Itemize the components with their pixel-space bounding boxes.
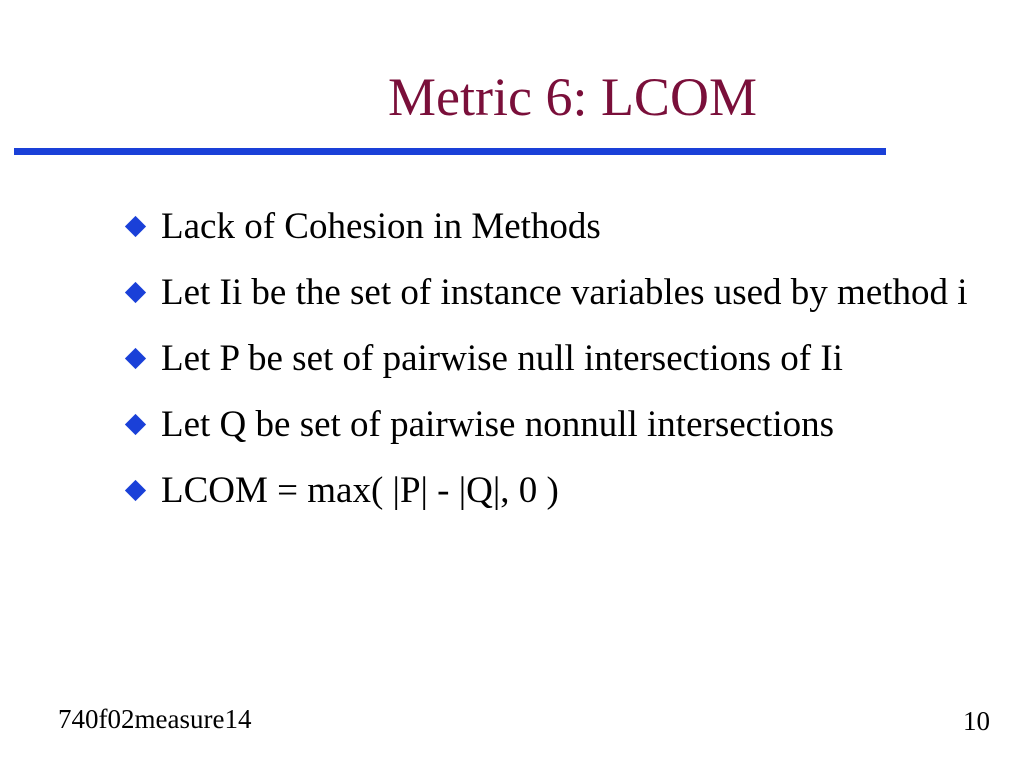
bullet-text: Let Q be set of pairwise nonnull intersections	[161, 404, 835, 445]
page-number: 10	[963, 706, 990, 736]
bullet-text: Let P be set of pairwise null intersections of Ii	[161, 338, 843, 379]
slide-title: Metric 6: LCOM	[388, 67, 757, 127]
bullet-item	[121, 464, 981, 518]
bullet-item	[121, 266, 981, 320]
bullet-text: Let Ii be the set of instance variables used by method i	[161, 272, 968, 313]
bullet-item	[121, 200, 981, 254]
bullet-text: LCOM = max( |P| - |Q|, 0 )	[161, 470, 559, 511]
bullet-item	[121, 398, 981, 452]
diamond-bullet-icon	[125, 282, 146, 303]
bullet-text: Lack of Cohesion in Methods	[161, 206, 601, 247]
diamond-bullet-icon	[125, 480, 146, 501]
diamond-bullet-icon	[125, 414, 146, 435]
diamond-bullet-icon	[125, 348, 146, 369]
footer-label: 740f02measure14	[58, 704, 252, 734]
bullet-list	[121, 200, 981, 530]
diamond-bullet-icon	[125, 216, 146, 237]
bullet-item	[121, 332, 981, 386]
title-divider	[14, 148, 886, 155]
